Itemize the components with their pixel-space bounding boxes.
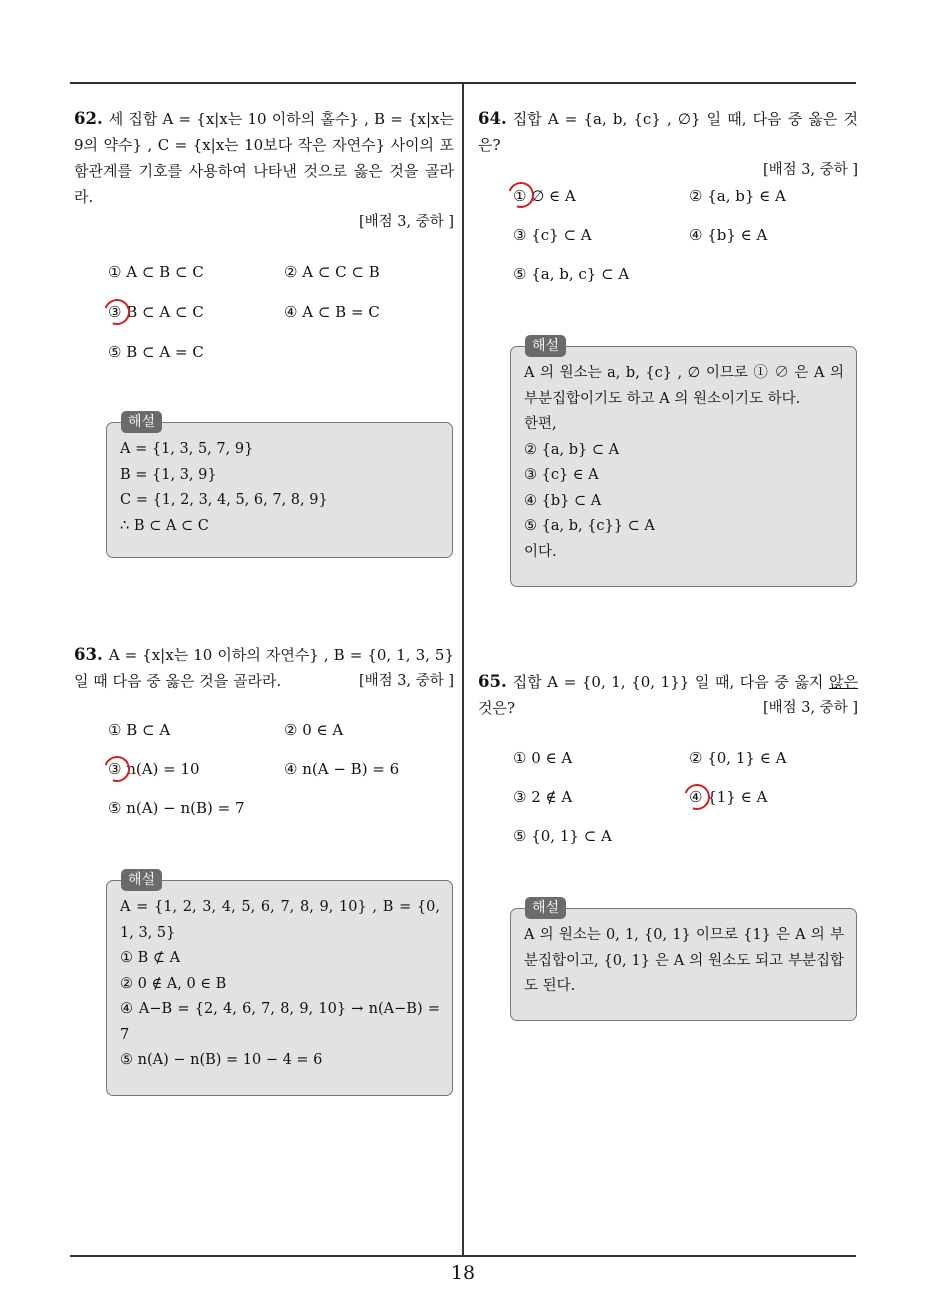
problem-62-text: 세 집합 A = {x|x는 10 이하의 홀수} , B = {x|x는 9의 약수} , C = {x|x는 10보다 작은 자연수} 사이의 포함관계를 기호를 사용하여 나타낸 것으로 옳은 것을 골라라. (74, 110, 454, 206)
column-divider (462, 82, 464, 1256)
solution-line: ④ {b} ⊂ A (524, 492, 602, 509)
choice-62-5[interactable]: ⑤ B ⊂ A = C (108, 343, 204, 361)
problem-64-solution (510, 338, 857, 587)
problem-63-number: 63. (74, 645, 103, 664)
problem-63-solution (106, 872, 453, 1096)
choice-65-4[interactable]: ④ {1} ∈ A (689, 788, 768, 806)
problem-64-meta: [배점 3, 중하 ] (762, 162, 858, 178)
solution-line: 한편, (524, 416, 557, 432)
choice-63-1[interactable]: ① B ⊂ A (108, 721, 171, 739)
solution-line: A = {1, 3, 5, 7, 9} (120, 441, 254, 457)
choice-64-4[interactable]: ④ {b} ∈ A (689, 226, 768, 244)
solution-line: ⑤ {a, b, {c}} ⊂ A (524, 518, 655, 534)
problem-63 (74, 642, 454, 694)
choice-65-3[interactable]: ③ 2 ∉ A (513, 788, 573, 806)
choice-62-2[interactable]: ② A ⊂ C ⊂ B (284, 263, 380, 281)
problem-63-meta: [배점 3, 중하 ] (358, 673, 454, 689)
problem-62-meta: [배점 3, 중하 ] (358, 214, 454, 230)
solution-line: A = {1, 2, 3, 4, 5, 6, 7, 8, 9, 10} , B = {0, 1, 3, 5} (120, 899, 440, 941)
problem-65-question (478, 669, 858, 721)
problem-65-text: 집합 A = {0, 1, {0, 1}} 일 때, 다음 중 옳지 (512, 673, 830, 691)
solution-line: ③ {c} ∈ A (524, 467, 599, 483)
solution-line: B = {1, 3, 9} (120, 466, 217, 483)
solution-line: ∴ B ⊂ A ⊂ C (120, 517, 209, 534)
choice-63-2[interactable]: ② 0 ∈ A (284, 721, 344, 739)
page-number: 18 (450, 1262, 476, 1284)
solution-line: ④ A−B = {2, 4, 6, 7, 8, 9, 10} → n(A−B) = 7 (120, 1001, 440, 1043)
solution-line: ② 0 ∉ A, 0 ∈ B (120, 975, 227, 992)
problem-65-text-end: 것은? (478, 699, 516, 717)
bottom-rule (70, 1255, 856, 1257)
problem-64-text: 집합 A = {a, b, {c} , ∅} 일 때, 다음 중 옳은 것은? (478, 110, 858, 154)
choice-64-5[interactable]: ⑤ {a, b, c} ⊂ A (513, 265, 630, 283)
choice-63-5[interactable]: ⑤ n(A) − n(B) = 7 (108, 799, 245, 817)
solution-line: A 의 원소는 a, b, {c} , ∅ 이므로 ① ∅ 은 A 의 부분집합이기도 하고 A 의 원소이기도 하다. (524, 365, 844, 407)
answer-mark-circle (680, 780, 715, 815)
choice-64-3[interactable]: ③ {c} ⊂ A (513, 226, 592, 244)
problem-65 (478, 669, 858, 721)
solution-line: 이다. (524, 543, 557, 560)
answer-mark-circle (100, 752, 135, 787)
choice-63-3[interactable]: ③ n(A) = 10 (108, 760, 200, 778)
problem-62 (74, 106, 454, 234)
problem-64-number: 64. (478, 109, 507, 128)
solution-line: C = {1, 2, 3, 4, 5, 6, 7, 8, 9} (120, 492, 328, 508)
solution-tag: 해설 (525, 897, 566, 919)
solution-tag: 해설 (121, 869, 162, 891)
solution-line: ② {a, b} ⊂ A (524, 441, 620, 458)
solution-tag: 해설 (525, 335, 566, 357)
choice-62-4[interactable]: ④ A ⊂ B = C (284, 303, 380, 321)
solution-line: ⑤ n(A) − n(B) = 10 − 4 = 6 (120, 1052, 323, 1068)
answer-mark-circle (504, 178, 539, 213)
problem-64-question (478, 106, 858, 158)
problem-63-question (74, 642, 454, 694)
problem-65-solution (510, 900, 857, 1021)
choice-65-1[interactable]: ① 0 ∈ A (513, 749, 573, 767)
choice-65-2[interactable]: ② {0, 1} ∈ A (689, 749, 787, 767)
solution-line: A 의 원소는 0, 1, {0, 1} 이므로 {1} 은 A 의 부분집합이고, {0, 1} 은 A 의 원소도 되고 부분집합도 된다. (524, 927, 844, 994)
problem-63-text: A = {x|x는 10 이하의 자연수} , B = {0, 1, 3, 5} 일 때 다음 중 옳은 것을 골라라. (74, 646, 454, 690)
problem-62-question (74, 106, 454, 210)
choice-63-4[interactable]: ④ n(A − B) = 6 (284, 760, 400, 778)
solution-tag: 해설 (121, 411, 162, 433)
problem-62-solution (106, 414, 453, 558)
choice-62-3[interactable]: ③ B ⊂ A ⊂ C (108, 303, 204, 321)
choice-64-1[interactable]: ① ∅ ∈ A (513, 187, 576, 205)
problem-65-meta: [배점 3, 중하 ] (762, 700, 858, 716)
solution-line: ① B ⊄ A (120, 950, 181, 966)
problem-65-number: 65. (478, 672, 507, 691)
problem-64 (478, 106, 858, 182)
answer-mark-circle (100, 295, 135, 330)
choice-64-2[interactable]: ② {a, b} ∈ A (689, 187, 786, 205)
choice-65-5[interactable]: ⑤ {0, 1} ⊂ A (513, 827, 612, 845)
problem-65-underlined-word: 않은 (829, 673, 858, 691)
problem-62-number: 62. (74, 109, 103, 128)
choice-62-1[interactable]: ① A ⊂ B ⊂ C (108, 263, 204, 281)
